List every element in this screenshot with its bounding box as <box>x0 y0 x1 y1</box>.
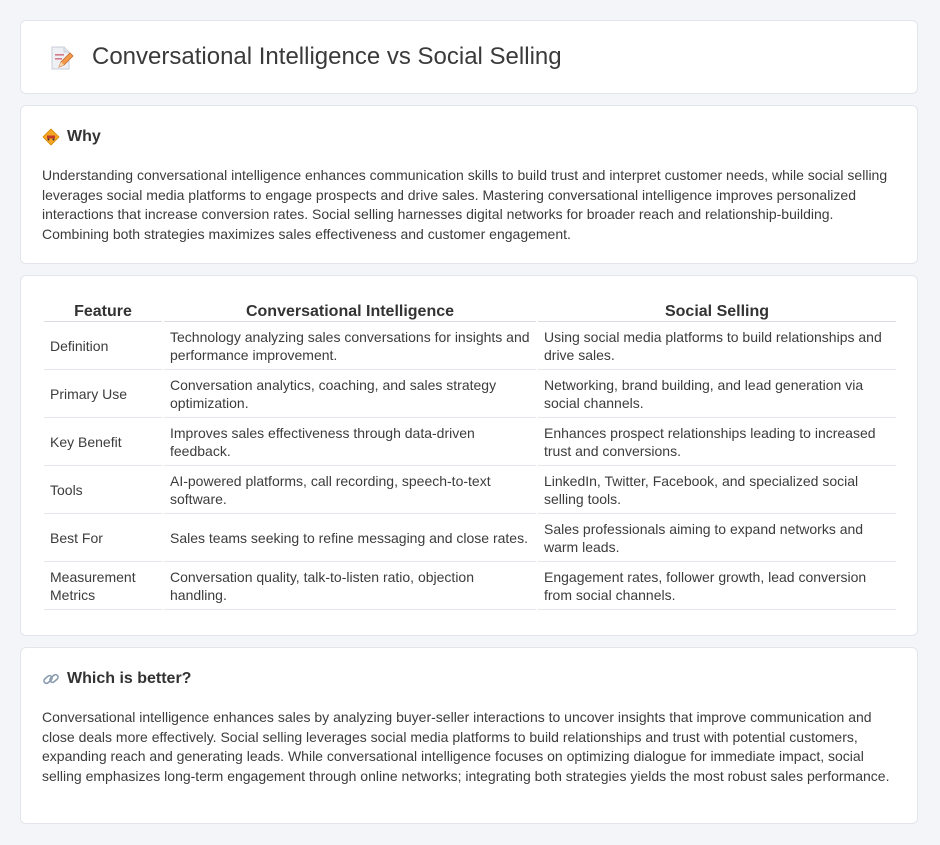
ss-cell: LinkedIn, Twitter, Facebook, and specialized social selling tools. <box>538 466 896 514</box>
why-text: Understanding conversational intelligence enhances communication skills to build trust and interpret customer needs, while social selling leverages social media platforms to engage prospects and drive sales. Mastering conversational intelligence improves personalized interactions that increase conversion rates. Social selling harnesses digital networks for broader reach and relationship-building. Combining both strategies maximizes sales effectiveness and customer engagement. <box>42 167 888 242</box>
feature-cell: Key Benefit <box>44 418 162 466</box>
document-pencil-icon <box>48 45 74 71</box>
ci-cell: Conversation analytics, coaching, and sales strategy optimization. <box>164 370 536 418</box>
ss-cell: Sales professionals aiming to expand networks and warm leads. <box>538 514 896 562</box>
ci-cell: Sales teams seeking to refine messaging and close rates. <box>164 514 536 562</box>
header-card <box>20 20 918 94</box>
table-row <box>44 466 896 514</box>
why-title: Why <box>67 128 101 145</box>
header-conversational-intelligence: Conversational Intelligence <box>164 297 536 322</box>
feature-cell: Measurement Metrics <box>44 562 162 610</box>
ss-cell: Using social media platforms to build relationships and drive sales. <box>538 322 896 370</box>
better-text: Conversational intelligence enhances sales by analyzing buyer-seller interactions to uncover insights that improve communication and close deals more effectively. Social selling leverages social media platforms to build relationships and trust with potential customers, expanding reach and generating leads. While conversational intelligence focuses on optimizing dialogue for immediate impact, social selling emphasizes long-term engagement through online networks; integrating both strategies yields the most robust sales performance. <box>42 709 890 784</box>
which-is-better-section <box>20 647 918 824</box>
ci-cell: Improves sales effectiveness through data-driven feedback. <box>164 418 536 466</box>
ci-cell: Technology analyzing sales conversations for insights and performance improvement. <box>164 322 536 370</box>
ci-cell: Conversation quality, talk-to-listen ratio, objection handling. <box>164 562 536 610</box>
feature-cell: Definition <box>44 322 162 370</box>
ss-cell: Engagement rates, follower growth, lead conversion from social channels. <box>538 562 896 610</box>
why-heading <box>42 128 101 146</box>
ss-cell: Networking, brand building, and lead generation via social channels. <box>538 370 896 418</box>
table-header-row <box>44 297 896 322</box>
link-icon <box>42 670 60 688</box>
comparison-table <box>42 297 898 610</box>
page-title: Conversational Intelligence vs Social Selling <box>92 43 562 70</box>
table-row <box>44 322 896 370</box>
feature-cell: Tools <box>44 466 162 514</box>
feature-cell: Primary Use <box>44 370 162 418</box>
ci-cell: AI-powered platforms, call recording, speech-to-text software. <box>164 466 536 514</box>
table-row <box>44 418 896 466</box>
table-row <box>44 562 896 610</box>
feature-cell: Best For <box>44 514 162 562</box>
comparison-card <box>20 275 918 636</box>
why-section <box>20 105 918 264</box>
diamond-sign-icon <box>42 128 60 146</box>
header-social-selling: Social Selling <box>538 297 896 322</box>
table-row <box>44 370 896 418</box>
better-title: Which is better? <box>67 670 192 687</box>
ss-cell: Enhances prospect relationships leading to increased trust and conversions. <box>538 418 896 466</box>
header-feature: Feature <box>44 297 162 322</box>
better-heading <box>42 670 191 688</box>
table-row <box>44 514 896 562</box>
